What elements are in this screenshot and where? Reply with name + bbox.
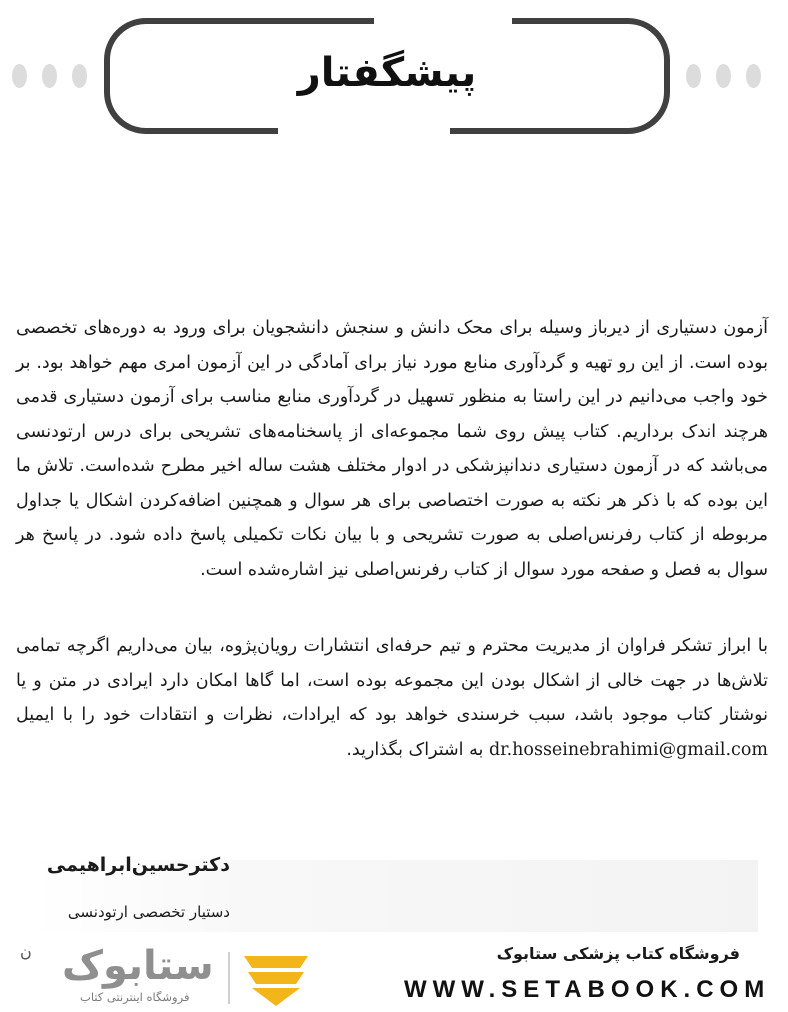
preface-paragraph-2 [16,629,768,767]
author-role: دستیار تخصصی ارتودنسی [67,903,230,921]
setabook-logo-subtitle: فروشگاه اینترنتی کتاب [80,990,190,1004]
preface-paragraph-1: آزمون دستیاری از دیرباز وسیله برای محک دانش و سنجش دانشجویان برای ورود به دوره‌های تخصصی بوده است. از این رو تهیه و گردآوری منابع مورد نیاز برای آمادگی در این آزمون امری مهم خواهد بود. بر خود واجب می‌دانیم در این راستا به منظور تسهیل در گردآوری منابع مناسب برای آزمون دستیاری قدمی هرچند اندک برداریم. کتاب پیش روی شما مجموعه‌ای از پاسخنامه‌های تشریحی برای درس ارتودنسی می‌باشد که در آزمون دستیاری دندانپزشکی در ادوار مختلف هشت ساله اخیر مطرح شده‌است. تلاش ما این بوده که با ذکر هر نکته به صورت اختصاصی برای هر سوال و همچنین اضافه‌کردن اشکال یا جداول مربوطه از کتاب رفرنس‌اصلی به صورت تشریحی و با بیان نکات تکمیلی پاسخ داده شود. در پاسخ هر سوال به فصل و صفحه مورد سوال از کتاب رفرنس‌اصلی نیز اشاره‌شده است. [16,318,768,580]
decorative-dot [716,64,731,88]
decorative-dot [42,64,57,88]
author-name: دکترحسین‌ابراهیمی [46,854,230,876]
decorative-dot [746,64,761,88]
page-title: پیشگفتار [297,50,477,96]
decorative-dot [686,64,701,88]
preface-paragraph-2-ending: به اشتراک بگذارید. [346,739,484,760]
edge-glyph: ن [20,942,32,961]
title-frame-gap [374,14,512,28]
setabook-logo-wordmark: ستابوک [62,943,214,989]
store-name: فروشگاه کتاب پزشکی ستابوک [496,944,740,963]
store-website[interactable]: WWW.SETABOOK.COM [404,976,771,1003]
preface-paragraph-2-text: با ابراز تشکر فراوان از مدیریت محترم و تیم حرفه‌ای انتشارات رویان‌پژوه، بیان می‌داریم اگرچه تمامی تلاش‌ها در جهت خالی از اشکال بودن این مجموعه بوده است، اما گاها امکان دارد ایرادی در متن و یا نوشتار کتاب موجود باشد، سبب خرسندی خواهد بود که ایرادات، نظرات و انتقادات خود را با ایمیل [16,636,768,725]
decorative-dot [72,64,87,88]
title-frame-gap [278,124,450,138]
logo-divider [228,952,230,1004]
setabook-logo-icon [238,950,314,1008]
author-email: dr.hosseinebrahimi@gmail.com [488,739,768,760]
decorative-dot [12,64,27,88]
